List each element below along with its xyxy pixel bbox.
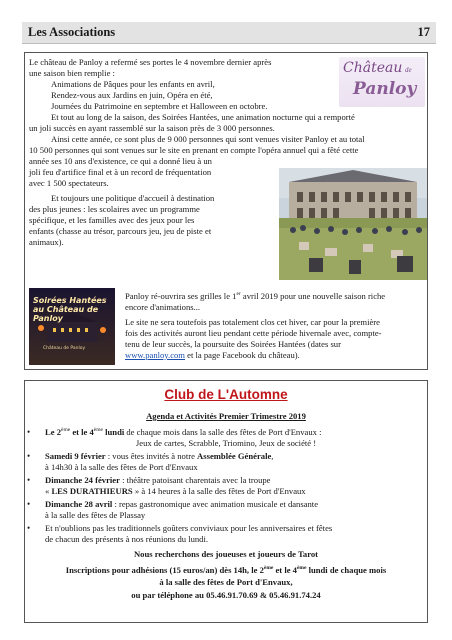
poster-subtitle: Château de Panloy [43, 346, 86, 351]
item1-sup1: ème [61, 427, 71, 433]
item2-d: , [271, 451, 274, 461]
inscriptions-place: à la salle des fêtes de Port d'Envaux, [159, 577, 293, 587]
bullet-icon: • [27, 451, 31, 461]
panloy-line: Journées du Patrimoine en septembre et Halloween en octobre. [51, 101, 268, 111]
page-number: 17 [417, 25, 430, 39]
item2-c: Assemblée Générale [197, 451, 272, 461]
tarot-recruit: Nous recherchons des joueuses et joueurs de Tarot [133, 549, 319, 559]
reopen-text-a: Panloy ré-ouvrira ses grilles le 1 [125, 291, 237, 301]
item1-sup2: ème [93, 427, 103, 433]
insc-c: lundi de chaque mois [306, 565, 387, 575]
panloy-article [24, 52, 428, 370]
panloy-line: Ainsi cette année, ce sont plus de 9 000 personnes qui sont venues visiter Panloy et au total [51, 134, 365, 144]
item1-d: de chaque mois dans la salle des fêtes de Port d'Envaux : [124, 427, 322, 437]
reopen-text-b: avril 2019 pour une nouvelle saison riche [240, 291, 386, 301]
panloy-line: enfants (chasse au trésor, parcours jeu, jeu de piste et [29, 226, 212, 236]
item2-a: Samedi 9 février [45, 451, 106, 461]
panloy-line: des plus jeunes : les scolaires avec un programme [29, 204, 200, 214]
item4-b: : repas gastronomique avec animation musicale et dansante [112, 499, 319, 509]
logo-panloy-text: Panloy [353, 79, 417, 99]
soirees-hantees-poster [29, 288, 115, 365]
item5-a: Et n'oublions pas les traditionnels goûters conviviaux pour les anniversaires et fêtes [45, 523, 333, 533]
bullet-icon: • [27, 499, 31, 509]
panloy-line: année ses 10 ans d'existence, ce qui a donné lieu à un [29, 156, 212, 166]
site-line: tenu de leur succès, la poursuite des Soirées Hantées (dates sur [125, 339, 341, 349]
agenda-item-1 [27, 427, 322, 438]
club-automne-article [24, 380, 428, 623]
insc-b: et le 4 [273, 565, 297, 575]
insc-sup1: ème [263, 565, 274, 571]
inscriptions-line [25, 565, 427, 576]
item3-c: « [45, 486, 52, 496]
panloy-line: spécifique, et les familles avec des jeux pour les [29, 215, 195, 225]
reopen-sup: er [236, 291, 241, 297]
panloy-line: Rendez-vous aux Jardins en juin, Opéra en été, [51, 90, 213, 100]
panloy-line: Et tout au long de la saison, des Soirées Hantées, une animation nocturne qui a remporté [51, 112, 355, 122]
section-header [22, 22, 436, 44]
agenda-item-5 [27, 523, 333, 534]
item2-b: : vous êtes invités à notre [105, 451, 198, 461]
agenda-item-1-games: Jeux de cartes, Scrabble, Triomino, Jeux de société ! [135, 438, 317, 448]
panloy-website-link[interactable]: www.panloy.com [125, 350, 185, 360]
site-line-end: et la page Facebook du château). [184, 350, 300, 360]
agenda-item-4 [27, 499, 319, 510]
agenda-item-3-troupe [45, 486, 306, 497]
chateau-panloy-logo [339, 57, 425, 107]
inscriptions-phone: ou par téléphone au 05.46.91.70.69 & 05.46.91.74.24 [131, 590, 321, 600]
site-line: Le site ne sera toutefois pas totalement clos cet hiver, car pour la première [125, 317, 380, 327]
site-line: fois des activités auront lieu pendant cette période hivernale avec, compte- [125, 328, 382, 338]
agenda-item-2-place: à 14h30 à la salle des fêtes de Port d'Envaux [45, 462, 198, 472]
poster-title: Soirées Hantées au Château de Panloy [33, 296, 107, 323]
insc-a: Inscriptions pour adhésions (15 euros/an) dès 14h, le 2 [65, 565, 264, 575]
reopen-line [125, 291, 385, 302]
panloy-line: Et toujours une politique d'accueil à destination [51, 193, 215, 203]
panloy-line: avec 1 500 spectateurs. [29, 178, 109, 188]
agenda-heading: Agenda et Activités Premier Trimestre 2019 [146, 411, 306, 421]
panloy-line: Le château de Panloy a refermé ses portes le 4 novembre dernier après [29, 57, 272, 67]
panloy-line: un joli succès en ayant rassemblé sur la saison près de 3 000 personnes. [29, 123, 275, 133]
item1-a: Le 2 [45, 427, 61, 437]
logo-de-text: de [405, 66, 412, 74]
panloy-line: 10 500 personnes qui sont venues sur le site en prenant en compte l'opéra annuel qui a fêté cette [29, 145, 359, 155]
agenda-item-4-place: à la salle des fêtes de Plassay [45, 510, 146, 520]
panloy-line: une saison bien remplie : [29, 68, 115, 78]
panloy-line: animaux). [29, 237, 64, 247]
section-title: Les Associations [28, 25, 116, 39]
item4-a: Dimanche 28 avril [45, 499, 113, 509]
panloy-line: joli feu d'artifice final et à un record de fréquentation [29, 167, 212, 177]
panloy-line: Animations de Pâques pour les enfants en avril, [51, 79, 215, 89]
agenda-item-3 [27, 475, 271, 486]
item1-c: lundi [102, 427, 125, 437]
chateau-photo-image [279, 168, 427, 280]
item3-e: » à 14 heures à la salle des fêtes de Port d'Envaux [132, 486, 306, 496]
chateau-lawn-photo [279, 168, 427, 280]
agenda-item-5-cont: de chacun des présents à nos réunions du lundi. [45, 534, 209, 544]
logo-chateau-text: Château [343, 60, 403, 76]
reopen-line-2: encore d'animations... [125, 302, 201, 312]
bullet-icon: • [27, 427, 31, 437]
bullet-icon: • [27, 475, 31, 485]
club-title: Club de L'Automne [164, 387, 288, 402]
item1-b: et le 4 [70, 427, 94, 437]
item3-b: : théâtre patoisant charentais avec la troupe [119, 475, 271, 485]
insc-sup2: ème [296, 565, 307, 571]
bullet-icon: • [27, 523, 31, 533]
item3-a: Dimanche 24 février [45, 475, 120, 485]
item3-d: LES DURATHIEURS [51, 486, 133, 496]
site-line-last [125, 350, 300, 361]
agenda-item-2 [27, 451, 274, 462]
